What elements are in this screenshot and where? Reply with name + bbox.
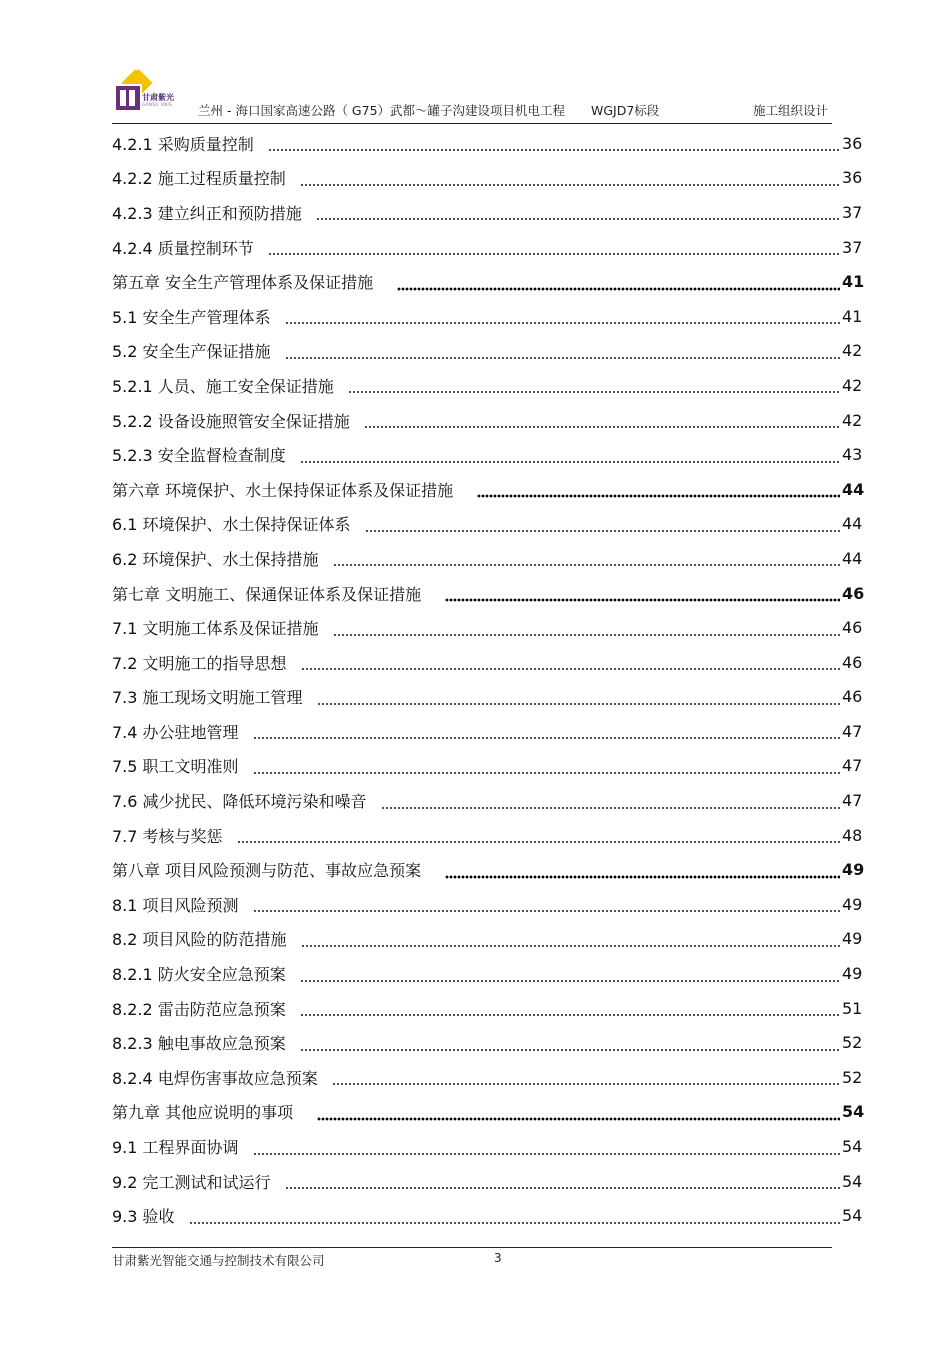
toc-entry-page: 52	[842, 1067, 863, 1087]
toc-chapter-entry	[112, 472, 865, 507]
toc-entry	[112, 1025, 862, 1060]
toc-entry	[112, 749, 862, 784]
toc-entry-page: 43	[842, 445, 863, 465]
toc-entry-label: 8.2.3 触电事故应急预案	[112, 1034, 286, 1054]
toc-dot-leader	[477, 480, 840, 498]
toc-entry-label: 9.1 工程界面协调	[112, 1138, 239, 1158]
project-title: 兰州 - 海口国家高速公路（ G75）武都～罐子沟建设项目机电工程	[198, 103, 566, 118]
toc-dot-leader	[332, 1068, 840, 1086]
toc-entry-page: 44	[842, 479, 865, 499]
toc-dot-leader	[285, 1172, 840, 1190]
toc-entry	[112, 334, 862, 369]
toc-entry	[112, 507, 862, 542]
toc-dot-leader	[268, 134, 840, 152]
toc-entry	[112, 610, 862, 645]
toc-entry-label: 8.2 项目风险的防范措施	[112, 930, 287, 950]
toc-entry	[112, 887, 862, 922]
toc-entry-page: 36	[842, 133, 863, 153]
logo-subtext: GANSU UNIS	[142, 102, 173, 107]
toc-dot-leader	[189, 1207, 840, 1225]
toc-dot-leader	[253, 1138, 840, 1156]
toc-entry-label: 第五章 安全生产管理体系及保证措施	[112, 273, 374, 293]
toc-entry-label: 7.6 减少扰民、降低环境污染和噪音	[112, 792, 367, 812]
toc-dot-leader	[285, 342, 840, 360]
toc-entry-label: 第九章 其他应说明的事项	[112, 1103, 294, 1123]
toc-dot-leader	[365, 515, 840, 533]
toc-dot-leader	[333, 619, 840, 637]
toc-entry-page: 46	[842, 652, 863, 672]
toc-entry-label: 9.2 完工测试和试运行	[112, 1172, 271, 1192]
toc-dot-leader	[317, 688, 840, 706]
toc-dot-leader	[300, 1034, 840, 1052]
toc-entry-label: 9.3 验收	[112, 1207, 175, 1227]
toc-chapter-entry	[112, 576, 865, 611]
toc-entry-label: 5.2.3 安全监督检查制度	[112, 446, 286, 466]
toc-entry-label: 5.1 安全生产管理体系	[112, 307, 271, 327]
footer-company: 甘肃紫光智能交通与控制技术有限公司	[112, 1253, 325, 1268]
toc-dot-leader	[300, 446, 840, 464]
toc-entry-page: 48	[842, 825, 863, 845]
toc-entry-page: 47	[842, 756, 863, 776]
toc-entry-label: 第七章 文明施工、保通保证体系及保证措施	[112, 584, 422, 604]
toc-entry	[112, 299, 862, 334]
toc-entry-label: 4.2.4 质量控制环节	[112, 238, 254, 258]
toc-entry-label: 5.2.2 设备设施照管安全保证措施	[112, 411, 350, 431]
toc-dot-leader	[268, 238, 840, 256]
toc-dot-leader	[301, 930, 840, 948]
toc-entry-page: 54	[842, 1206, 863, 1226]
section-code: WGJD7标段	[591, 103, 660, 118]
toc-entry-page: 54	[842, 1102, 865, 1122]
toc-entry-page: 49	[842, 894, 863, 914]
toc-entry-label: 4.2.3 建立纠正和预防措施	[112, 203, 302, 223]
toc-entry-label: 5.2.1 人员、施工安全保证措施	[112, 376, 334, 396]
toc-entry-page: 52	[842, 1033, 863, 1053]
toc-entry-label: 7.7 考核与奖惩	[112, 826, 223, 846]
toc-entry	[112, 161, 862, 196]
toc-dot-leader	[300, 965, 840, 983]
toc-entry-page: 42	[842, 341, 863, 361]
toc-entry	[112, 230, 862, 265]
toc-entry-page: 37	[842, 237, 863, 257]
toc-dot-leader	[316, 203, 840, 221]
toc-entry	[112, 1129, 862, 1164]
toc-dot-leader	[445, 584, 840, 602]
toc-entry-label: 7.2 文明施工的指导思想	[112, 653, 287, 673]
toc-entry	[112, 1164, 862, 1199]
toc-entry-label: 第八章 项目风险预测与防范、事故应急预案	[112, 861, 422, 881]
toc-dot-leader	[348, 376, 840, 394]
toc-entry-page: 54	[842, 1171, 863, 1191]
toc-dot-leader	[301, 653, 840, 671]
toc-dot-leader	[285, 307, 840, 325]
toc-entry-page: 46	[842, 618, 863, 638]
toc-dot-leader	[300, 999, 840, 1017]
toc-entry-page: 46	[842, 687, 863, 707]
toc-entry-page: 49	[842, 860, 865, 880]
toc-entry-label: 4.2.1 采购质量控制	[112, 134, 254, 154]
toc-entry-page: 41	[842, 272, 865, 292]
toc-entry-page: 49	[842, 929, 863, 949]
toc-chapter-entry	[112, 852, 865, 887]
toc-dot-leader	[300, 169, 840, 187]
toc-entry-label: 7.3 施工现场文明施工管理	[112, 688, 303, 708]
toc-dot-leader	[317, 1103, 840, 1121]
toc-entry-label: 8.2.2 雷击防范应急预案	[112, 999, 286, 1019]
toc-entry	[112, 368, 862, 403]
toc-entry	[112, 714, 862, 749]
toc-entry	[112, 645, 862, 680]
toc-chapter-entry	[112, 264, 865, 299]
toc-entry-page: 36	[842, 168, 863, 188]
toc-dot-leader	[364, 411, 840, 429]
toc-entry-page: 47	[842, 721, 863, 741]
toc-entry	[112, 922, 862, 957]
toc-dot-leader	[397, 273, 840, 291]
toc-entry	[112, 956, 862, 991]
table-of-contents	[112, 126, 865, 1233]
toc-dot-leader	[253, 757, 840, 775]
toc-entry	[112, 680, 862, 715]
footer-divider	[112, 1247, 832, 1248]
toc-entry-page: 46	[842, 583, 865, 603]
toc-entry-label: 8.2.4 电焊伤害事故应急预案	[112, 1068, 318, 1088]
toc-entry-label: 7.1 文明施工体系及保证措施	[112, 619, 319, 639]
toc-dot-leader	[381, 792, 840, 810]
toc-dot-leader	[333, 549, 840, 567]
page-header	[112, 66, 832, 122]
toc-entry-page: 42	[842, 375, 863, 395]
logo-text: 甘肃紫光	[142, 93, 174, 102]
page-number: 3	[494, 1251, 502, 1265]
toc-entry	[112, 126, 862, 161]
toc-entry	[112, 991, 862, 1026]
toc-entry-page: 51	[842, 998, 863, 1018]
toc-entry-page: 47	[842, 791, 863, 811]
toc-entry-page: 41	[842, 306, 863, 326]
toc-entry-label: 7.5 职工文明准则	[112, 757, 239, 777]
toc-entry-page: 42	[842, 410, 863, 430]
toc-entry-page: 54	[842, 1137, 863, 1157]
toc-entry-page: 37	[842, 202, 863, 222]
toc-entry	[112, 1060, 862, 1095]
toc-entry	[112, 437, 862, 472]
toc-dot-leader	[253, 895, 840, 913]
toc-dot-leader	[253, 722, 840, 740]
toc-entry-label: 5.2 安全生产保证措施	[112, 342, 271, 362]
toc-entry	[112, 541, 862, 576]
toc-entry-page: 44	[842, 548, 863, 568]
toc-entry-label: 第六章 环境保护、水土保持保证体系及保证措施	[112, 480, 454, 500]
toc-entry-page: 44	[842, 514, 863, 534]
toc-dot-leader	[237, 826, 840, 844]
document-type: 施工组织设计	[753, 103, 829, 118]
toc-entry	[112, 1198, 862, 1233]
toc-entry-label: 7.4 办公驻地管理	[112, 722, 239, 742]
toc-entry-label: 8.2.1 防火安全应急预案	[112, 965, 286, 985]
toc-entry	[112, 783, 862, 818]
toc-entry-label: 6.1 环境保护、水土保持保证体系	[112, 515, 351, 535]
toc-dot-leader	[445, 861, 840, 879]
toc-entry-label: 6.2 环境保护、水土保持措施	[112, 549, 319, 569]
toc-entry-page: 49	[842, 964, 863, 984]
header-divider	[112, 123, 832, 124]
toc-entry	[112, 818, 862, 853]
toc-entry-label: 4.2.2 施工过程质量控制	[112, 169, 286, 189]
toc-entry	[112, 403, 862, 438]
toc-chapter-entry	[112, 1095, 865, 1130]
toc-entry-label: 8.1 项目风险预测	[112, 895, 239, 915]
toc-entry	[112, 195, 862, 230]
